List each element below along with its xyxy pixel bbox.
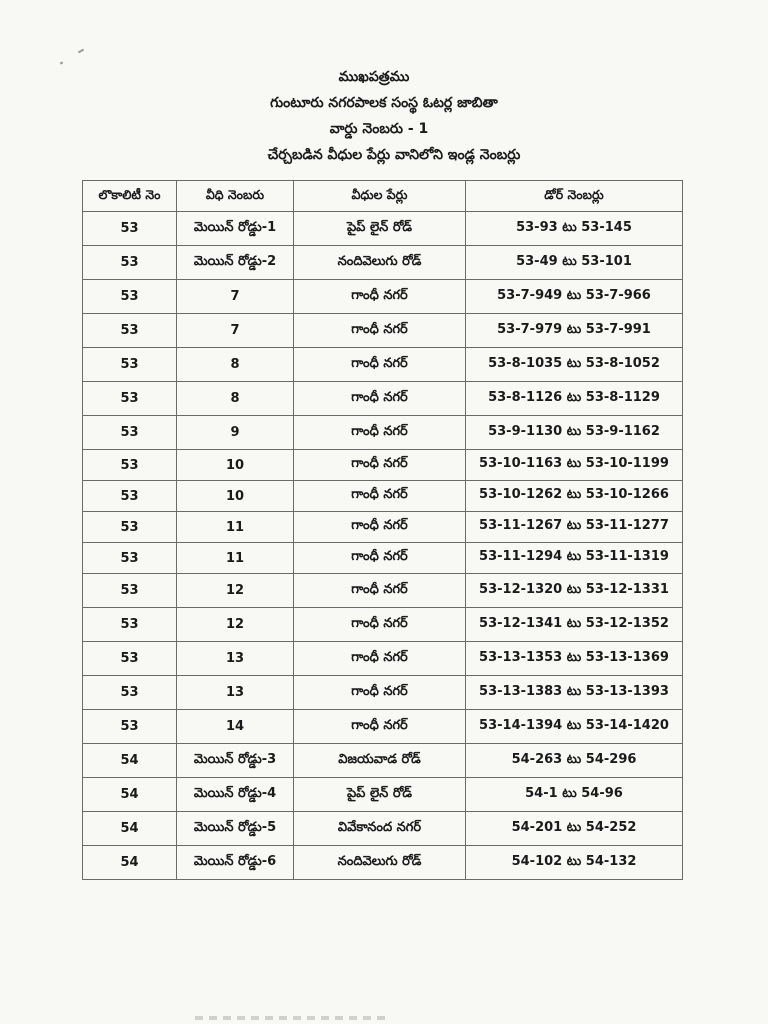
cell-street-number: 8	[177, 382, 294, 416]
cell-locality-number: 54	[83, 778, 177, 812]
cell-door-numbers: 53-7-949 టు 53-7-966	[466, 280, 683, 314]
cell-street-name: గాంధీ నగర్	[294, 642, 466, 676]
table-row	[83, 543, 683, 574]
table-row	[83, 512, 683, 543]
cell-locality-number: 53	[83, 212, 177, 246]
table-row	[83, 382, 683, 416]
cell-street-number: 10	[177, 450, 294, 481]
cell-door-numbers: 53-10-1163 టు 53-10-1199	[466, 450, 683, 481]
bottom-scan-artifact	[195, 1016, 385, 1020]
cell-street-number: 11	[177, 512, 294, 543]
cell-street-name: గాంధీ నగర్	[294, 574, 466, 608]
cell-locality-number: 54	[83, 744, 177, 778]
cell-locality-number: 53	[83, 348, 177, 382]
cell-door-numbers: 53-13-1353 టు 53-13-1369	[466, 642, 683, 676]
cell-door-numbers: 54-1 టు 54-96	[466, 778, 683, 812]
table-row	[83, 280, 683, 314]
table-body	[83, 212, 683, 880]
table-row	[83, 642, 683, 676]
cell-street-number: 13	[177, 642, 294, 676]
cell-street-number: 12	[177, 574, 294, 608]
cell-door-numbers: 54-102 టు 54-132	[466, 846, 683, 880]
cell-street-number: మెయిన్ రోడ్డు-4	[177, 778, 294, 812]
table-row	[83, 348, 683, 382]
cell-door-numbers: 53-14-1394 టు 53-14-1420	[466, 710, 683, 744]
cell-locality-number: 53	[83, 710, 177, 744]
cell-street-number: మెయిన్ రోడ్డు-1	[177, 212, 294, 246]
cell-street-number: 14	[177, 710, 294, 744]
cell-street-number: 8	[177, 348, 294, 382]
cell-street-name: గాంధీ నగర్	[294, 416, 466, 450]
cell-locality-number: 53	[83, 543, 177, 574]
street-door-number-table	[82, 180, 683, 880]
cell-street-number: 7	[177, 280, 294, 314]
table-row	[83, 744, 683, 778]
cell-street-number: 7	[177, 314, 294, 348]
cell-door-numbers: 53-13-1383 టు 53-13-1393	[466, 676, 683, 710]
column-header-door-numbers: డోర్ నెంబర్లు	[466, 181, 683, 212]
table-header-row	[83, 181, 683, 212]
document-header	[0, 64, 768, 168]
cell-street-name: గాంధీ నగర్	[294, 280, 466, 314]
cell-locality-number: 53	[83, 246, 177, 280]
cell-street-number: మెయిన్ రోడ్డు-5	[177, 812, 294, 846]
cell-door-numbers: 53-9-1130 టు 53-9-1162	[466, 416, 683, 450]
table-row	[83, 608, 683, 642]
cell-street-name: గాంధీ నగర్	[294, 512, 466, 543]
cell-street-number: మెయిన్ రోడ్డు-2	[177, 246, 294, 280]
cell-locality-number: 54	[83, 812, 177, 846]
table-row	[83, 314, 683, 348]
table-row	[83, 574, 683, 608]
cell-street-name: గాంధీ నగర్	[294, 710, 466, 744]
cell-street-name: వివేకానంద నగర్	[294, 812, 466, 846]
cell-locality-number: 53	[83, 280, 177, 314]
header-organization: గుంటూరు నగరపాలక సంస్థ ఓటర్ల జాబితా	[270, 95, 498, 111]
cell-street-name: నందివెలుగు రోడ్	[294, 246, 466, 280]
cell-door-numbers: 53-12-1341 టు 53-12-1352	[466, 608, 683, 642]
cell-street-name: విజయవాడ రోడ్	[294, 744, 466, 778]
cell-locality-number: 54	[83, 846, 177, 880]
cell-street-number: 11	[177, 543, 294, 574]
table-row	[83, 416, 683, 450]
cell-street-name: పైప్ లైన్ రోడ్	[294, 212, 466, 246]
cell-locality-number: 53	[83, 481, 177, 512]
column-header-locality-number: లొకాలిటీ నెం	[83, 181, 177, 212]
cell-street-name: గాంధీ నగర్	[294, 450, 466, 481]
table-row	[83, 246, 683, 280]
table-row	[83, 481, 683, 512]
cell-street-name: గాంధీ నగర్	[294, 348, 466, 382]
cell-street-name: గాంధీ నగర్	[294, 543, 466, 574]
table-row	[83, 450, 683, 481]
cell-locality-number: 53	[83, 608, 177, 642]
cell-locality-number: 53	[83, 450, 177, 481]
table-row	[83, 778, 683, 812]
cell-door-numbers: 53-49 టు 53-101	[466, 246, 683, 280]
cell-door-numbers: 53-8-1035 టు 53-8-1052	[466, 348, 683, 382]
cell-locality-number: 53	[83, 416, 177, 450]
cell-door-numbers: 53-93 టు 53-145	[466, 212, 683, 246]
cell-door-numbers: 53-11-1294 టు 53-11-1319	[466, 543, 683, 574]
scan-speck	[78, 49, 84, 54]
cell-street-number: మెయిన్ రోడ్డు-6	[177, 846, 294, 880]
column-header-street-name: వీధుల పేర్లు	[294, 181, 466, 212]
table-row	[83, 212, 683, 246]
header-title: ముఖపత్రము	[338, 69, 410, 85]
cell-locality-number: 53	[83, 512, 177, 543]
cell-door-numbers: 54-263 టు 54-296	[466, 744, 683, 778]
cell-locality-number: 53	[83, 574, 177, 608]
cell-street-number: 9	[177, 416, 294, 450]
table-row	[83, 812, 683, 846]
cell-street-number: 12	[177, 608, 294, 642]
cell-locality-number: 53	[83, 382, 177, 416]
cell-door-numbers: 53-7-979 టు 53-7-991	[466, 314, 683, 348]
cell-street-name: గాంధీ నగర్	[294, 382, 466, 416]
cell-street-number: 13	[177, 676, 294, 710]
cell-street-name: గాంధీ నగర్	[294, 314, 466, 348]
cell-street-name: గాంధీ నగర్	[294, 676, 466, 710]
cell-street-number: మెయిన్ రోడ్డు-3	[177, 744, 294, 778]
cell-street-name: నందివెలుగు రోడ్	[294, 846, 466, 880]
cell-door-numbers: 53-12-1320 టు 53-12-1331	[466, 574, 683, 608]
cell-locality-number: 53	[83, 642, 177, 676]
cell-street-name: గాంధీ నగర్	[294, 481, 466, 512]
table-row	[83, 846, 683, 880]
column-header-street-number: వీధి నెంబరు	[177, 181, 294, 212]
cell-door-numbers: 53-10-1262 టు 53-10-1266	[466, 481, 683, 512]
table-row	[83, 710, 683, 744]
header-description: చేర్చబడిన వీధుల పేర్లు వానిలోని ఇండ్ల నెంబర్లు	[267, 147, 521, 163]
table-row	[83, 676, 683, 710]
cell-street-name: గాంధీ నగర్	[294, 608, 466, 642]
cell-door-numbers: 53-11-1267 టు 53-11-1277	[466, 512, 683, 543]
cell-street-number: 10	[177, 481, 294, 512]
cell-locality-number: 53	[83, 314, 177, 348]
header-ward-number: వార్డు నెంబరు - 1	[329, 121, 429, 137]
cell-street-name: పైప్ లైన్ రోడ్	[294, 778, 466, 812]
cell-door-numbers: 54-201 టు 54-252	[466, 812, 683, 846]
cell-locality-number: 53	[83, 676, 177, 710]
cell-door-numbers: 53-8-1126 టు 53-8-1129	[466, 382, 683, 416]
